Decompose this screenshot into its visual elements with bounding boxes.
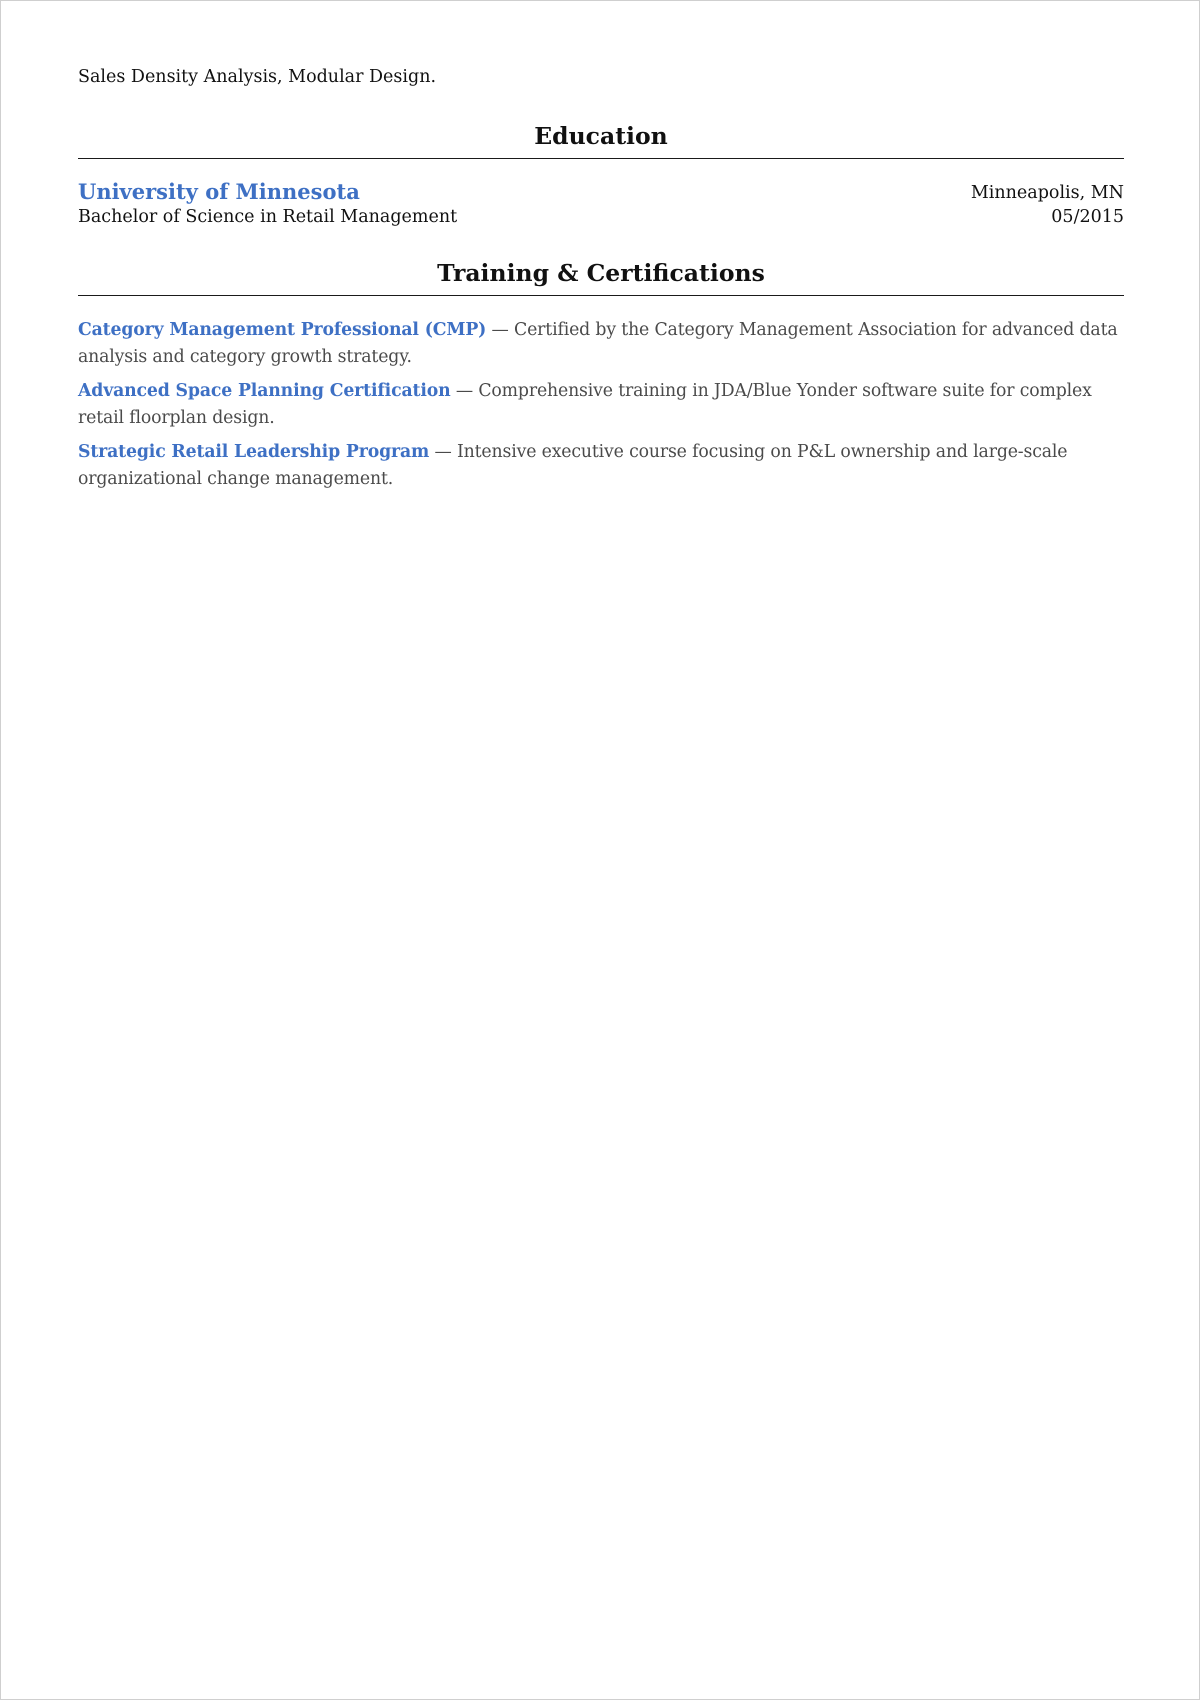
certification-description: Certified by the Category Management Association for advanced data analysis and category growth strategy. [78,320,1118,367]
certification-separator: — [429,442,457,462]
certification-title: Category Management Professional (CMP) [78,320,487,340]
degree-title: Bachelor of Science in Retail Management [78,207,458,227]
education-heading: Education [534,122,668,150]
graduation-date: 05/2015 [1051,207,1124,227]
skills-continuation-text: Sales Density Analysis, Modular Design. [78,67,437,87]
certification-description: Comprehensive training in JDA/Blue Yonder software suite for complex retail floorplan design. [78,381,1092,428]
certifications-divider [78,295,1124,296]
certification-separator: — [450,381,479,401]
school-name: University of Minnesota [78,179,360,204]
certification-list [78,317,1124,500]
certification-item [78,439,1124,493]
education-divider [78,158,1124,159]
certification-item [78,317,1124,371]
certification-item [78,378,1124,432]
certification-description: Intensive executive course focusing on P&L ownership and large-scale organizational change management. [78,442,1068,489]
certification-title: Advanced Space Planning Certification [78,381,451,401]
certification-separator: — [486,320,515,340]
certification-title: Strategic Retail Leadership Program [78,442,430,462]
school-location: Minneapolis, MN [970,183,1124,203]
certifications-heading: Training & Certifications [437,259,765,287]
